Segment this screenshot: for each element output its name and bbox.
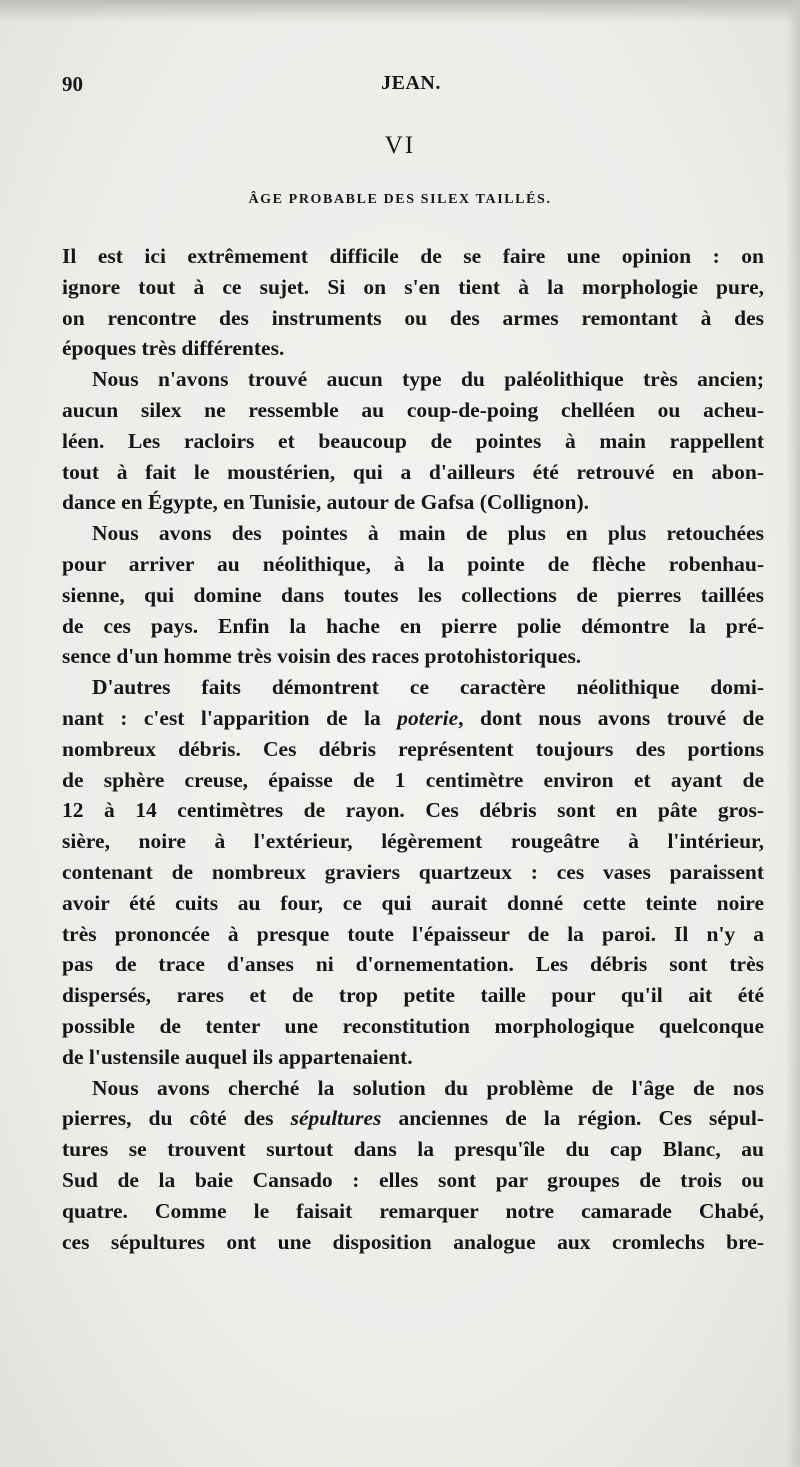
section-heading: ÂGE PROBABLE DES SILEX TAILLÉS.: [248, 192, 552, 207]
text-line: contenant de nombreux graviers quartzeux : ces vases paraissent: [62, 859, 764, 884]
text-line: dispersés, rares et de trop petite taille pour qu'il ait été: [62, 983, 764, 1008]
text-run: nant : c'est l'apparition de la: [62, 705, 398, 730]
page-binding-shadow: [786, 0, 800, 1467]
page-number: 90: [62, 72, 83, 96]
text-line: pas de trace d'anses ni d'ornementation. Les débris sont très: [62, 952, 764, 977]
italic-term: sépultures: [290, 1106, 382, 1131]
text-line: dance en Égypte, en Tunisie, autour de Gafsa (Collignon).: [62, 490, 590, 515]
text-line: pour arriver au néolithique, à la pointe de flèche robenhau-: [62, 551, 764, 576]
text-line: très prononcée à presque toute l'épaisseur de la paroi. Il n'y a: [62, 921, 764, 946]
text-run: , dont nous avons trouvé de: [458, 705, 764, 730]
text-line: avoir été cuits au four, ce qui aurait donné cette teinte noire: [62, 890, 764, 915]
text-line: ces sépultures ont une disposition analogue aux cromlechs bre-: [62, 1229, 764, 1254]
text-line: tures se trouvent surtout dans la presqu'île du cap Blanc, au: [62, 1137, 764, 1162]
section-number: VI: [384, 132, 416, 159]
running-head: [62, 72, 762, 102]
text-run: pierres, du côté des: [62, 1106, 291, 1131]
body-text: [62, 241, 764, 1257]
text-line: Sud de la baie Cansado : elles sont par groupes de trois ou: [62, 1167, 764, 1192]
page-top-shadow: [0, 0, 800, 22]
text-line: Il est ici extrêmement difficile de se faire une opinion : on: [62, 244, 764, 268]
text-line: de l'ustensile auquel ils appartenaient.: [62, 1044, 413, 1069]
text-line: quatre. Comme le faisait remarquer notre camarade Chabé,: [62, 1198, 764, 1223]
italic-term: poterie: [397, 705, 459, 730]
text-line: époques très différentes.: [62, 336, 285, 361]
text-line: 12 à 14 centimètres de rayon. Ces débris sont en pâte gros-: [62, 798, 764, 823]
text-line: [62, 1103, 764, 1134]
text-line: nombreux débris. Ces débris représentent toujours des portions: [62, 736, 764, 761]
text-line: Nous avons des pointes à main de plus en plus retouchées: [92, 521, 764, 546]
text-line: Nous avons cherché la solution du problème de l'âge de nos: [92, 1075, 764, 1100]
text-line: sienne, qui domine dans toutes les collections de pierres taillées: [62, 582, 764, 607]
running-title: JEAN.: [381, 72, 441, 94]
text-line: Nous n'avons trouvé aucun type du paléolithique très ancien;: [92, 367, 764, 392]
text-line: D'autres faits démontrent ce caractère néolithique domi-: [92, 675, 764, 700]
text-line: possible de tenter une reconstitution morphologique quelconque: [62, 1013, 764, 1038]
text-line: de ces pays. Enfin la hache en pierre polie démontre la pré-: [62, 613, 764, 638]
text-line: tout à fait le moustérien, qui a d'ailleurs été retrouvé en abon-: [62, 459, 764, 484]
text-line: sence d'un homme très voisin des races protohistoriques.: [62, 644, 582, 669]
text-line: ignore tout à ce sujet. Si on s'en tient à la morphologie pure,: [62, 274, 764, 299]
text-line: aucun silex ne ressemble au coup-de-poing chelléen ou acheu-: [62, 397, 764, 422]
text-line: de sphère creuse, épaisse de 1 centimètre environ et ayant de: [62, 767, 764, 792]
text-line: léen. Les racloirs et beaucoup de pointes à main rappellent: [62, 428, 764, 453]
text-run: anciennes de la région. Ces sépul-: [381, 1106, 764, 1131]
text-line: sière, noire à l'extérieur, légèrement rougeâtre à l'intérieur,: [62, 829, 764, 854]
text-line: on rencontre des instruments ou des armes remontant à des: [62, 305, 764, 330]
text-line: [62, 703, 764, 734]
